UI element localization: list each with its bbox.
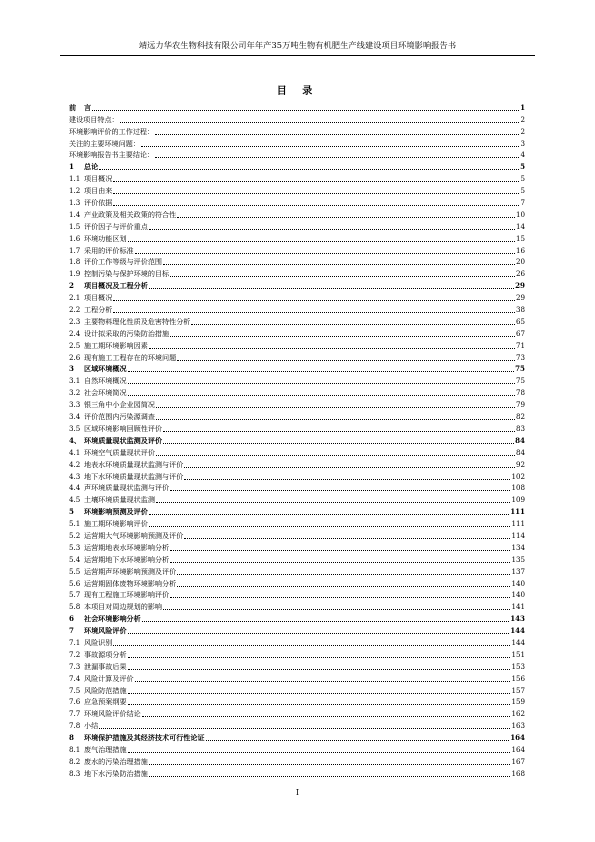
toc-dot-leader xyxy=(163,430,515,432)
toc-entry-page: 109 xyxy=(511,495,525,505)
toc-dot-leader xyxy=(149,287,514,289)
toc-entry-title: 自然环境概况 xyxy=(84,376,127,386)
toc-entry-title: 产业政策及相关政策的符合性 xyxy=(84,209,177,219)
toc-dot-leader xyxy=(135,680,511,682)
toc-entry-page: 2 xyxy=(520,126,525,136)
toc-entry[interactable] xyxy=(69,612,525,624)
toc-entry-number: 2.4 xyxy=(69,328,81,338)
toc-entry-title: 项目概况及工程分析 xyxy=(84,281,148,291)
toc-dot-leader xyxy=(156,418,515,420)
toc-entry-title: 运营期地下水环境影响分析 xyxy=(84,554,170,564)
toc-entry[interactable] xyxy=(69,648,525,660)
toc-entry-title: 地下水污染防治措施 xyxy=(84,768,148,778)
toc-entry-page: 164 xyxy=(511,744,525,754)
toc-entry[interactable] xyxy=(69,291,525,303)
toc-entry-number: 1.3 xyxy=(69,198,81,208)
toc-entry-number: 4.2 xyxy=(69,459,81,469)
toc-entry-page: 159 xyxy=(511,697,525,707)
toc-entry[interactable] xyxy=(69,125,525,137)
toc-entry-number: 5 xyxy=(69,507,74,517)
toc-entry-page: 78 xyxy=(515,388,525,398)
toc-entry[interactable] xyxy=(69,160,525,172)
toc-entry[interactable] xyxy=(69,374,525,386)
toc-entry-title: 风险防范措施 xyxy=(84,685,127,695)
toc-entry-title: 银三角中小企业园简况 xyxy=(84,400,155,410)
toc-entry-title: 采用的评价标准 xyxy=(84,245,134,255)
toc-entry-title: 评价工作等级与评价范围 xyxy=(84,257,163,267)
toc-entry[interactable] xyxy=(69,458,525,470)
toc-dot-leader xyxy=(128,632,510,634)
toc-entry-page: 38 xyxy=(515,305,525,315)
toc-dot-leader xyxy=(170,561,510,563)
toc-entry-page: 143 xyxy=(510,614,525,624)
toc-entry-page: 1 xyxy=(520,102,525,112)
toc-dot-leader xyxy=(170,549,510,551)
toc-entry-page: 92 xyxy=(515,459,525,469)
toc-entry-title: 现有工程施工环境影响评价 xyxy=(84,590,170,600)
toc-entry-page: 168 xyxy=(511,768,525,778)
toc-entry-number: 5.4 xyxy=(69,554,81,564)
toc-entry[interactable] xyxy=(69,517,525,529)
toc-entry-number: 5.7 xyxy=(69,590,81,600)
toc-dot-leader xyxy=(170,275,515,277)
toc-entry-title: 建设项目特点： xyxy=(69,114,119,124)
toc-entry-page: 65 xyxy=(515,316,525,326)
toc-entry-number: 7.2 xyxy=(69,649,81,659)
toc-entry-page: 83 xyxy=(515,423,525,433)
toc-dot-leader xyxy=(142,620,509,622)
toc-entry-title: 设计拟采取的污染防治措施 xyxy=(84,328,170,338)
toc-entry-number: 3.3 xyxy=(69,400,81,410)
toc-entry-page: 71 xyxy=(515,340,525,350)
toc-dot-leader xyxy=(191,323,515,325)
toc-entry-page: 26 xyxy=(515,269,525,279)
toc-entry-number: 5.2 xyxy=(69,530,81,540)
toc-entry-title: 现有施工工程存在的环境问题 xyxy=(84,352,177,362)
toc-entry-title: 环境保护措施及其经济技术可行性论证 xyxy=(84,733,205,743)
toc-entry[interactable] xyxy=(69,446,525,458)
toc-entry[interactable] xyxy=(69,410,525,422)
toc-entry-number: 前 xyxy=(69,102,77,112)
toc-dot-leader xyxy=(184,466,515,468)
toc-entry-page: 162 xyxy=(511,709,525,719)
toc-entry-number: 1.7 xyxy=(69,245,81,255)
toc-entry-number: 5.3 xyxy=(69,542,81,552)
toc-entry-title: 环境功能区划 xyxy=(84,233,127,243)
toc-entry-page: 82 xyxy=(515,412,525,422)
toc-entry-number: 7.4 xyxy=(69,673,81,683)
toc-entry-title: 地表水环境质量现状监测与评价 xyxy=(84,459,184,469)
toc-dot-leader xyxy=(163,608,510,610)
toc-entry-title: 工程分析 xyxy=(84,305,113,315)
toc-entry[interactable] xyxy=(69,315,525,327)
toc-entry[interactable] xyxy=(69,267,525,279)
toc-entry[interactable] xyxy=(69,589,525,601)
toc-dot-leader xyxy=(141,145,520,147)
toc-dot-leader xyxy=(149,513,509,515)
toc-dot-leader xyxy=(156,501,511,503)
toc-entry-page: 108 xyxy=(511,483,525,493)
toc-entry-title: 总论 xyxy=(84,162,99,172)
toc-entry-page: 144 xyxy=(510,626,525,636)
toc-entry[interactable] xyxy=(69,434,525,446)
toc-dot-leader xyxy=(155,156,519,158)
toc-dot-leader xyxy=(113,204,519,206)
toc-entry-title: 区域环境影响回顾性评价 xyxy=(84,423,163,433)
toc-entry[interactable] xyxy=(69,636,525,648)
toc-entry-number: 1.9 xyxy=(69,269,81,279)
toc-entry-title: 运营期声环境影响预测及评价 xyxy=(84,566,177,576)
toc-entry-title: 环境风险评价 xyxy=(84,626,127,636)
toc-entry[interactable] xyxy=(69,553,525,565)
toc-entry-number: 3 xyxy=(69,364,74,374)
toc-entry-title: 项目概况 xyxy=(84,293,113,303)
toc-dot-leader xyxy=(149,775,511,777)
toc-entry-number: 2.2 xyxy=(69,305,81,315)
toc-entry-title: 项目概况 xyxy=(84,174,113,184)
toc-entry-number: 8.1 xyxy=(69,744,81,754)
toc-entry-number: 3.5 xyxy=(69,423,81,433)
toc-entry[interactable] xyxy=(69,351,525,363)
toc-entry[interactable] xyxy=(69,172,525,184)
toc-dot-leader xyxy=(128,656,511,658)
toc-entry-title: 关注的主要环境问题： xyxy=(69,138,140,148)
toc-entry-page: 7 xyxy=(520,198,525,208)
toc-dot-leader xyxy=(128,703,511,705)
toc-entry[interactable] xyxy=(69,422,525,434)
toc-dot-leader xyxy=(177,585,510,587)
toc-entry[interactable] xyxy=(69,672,525,684)
toc-entry[interactable] xyxy=(69,232,525,244)
toc-entry[interactable] xyxy=(69,767,525,779)
toc-entry-number: 8.3 xyxy=(69,768,81,778)
toc-entry-number: 7.5 xyxy=(69,685,81,695)
toc-entry-number: 5.6 xyxy=(69,578,81,588)
toc-entry-page: 20 xyxy=(515,257,525,267)
toc-entry-page: 2 xyxy=(520,114,525,124)
toc-entry-title: 环境影响预测及评价 xyxy=(84,507,148,517)
toc-dot-leader xyxy=(206,739,510,741)
toc-entry-page: 10 xyxy=(515,209,525,219)
toc-entry-title: 施工期环境影响因素 xyxy=(84,340,148,350)
toc-entry-number: 2.5 xyxy=(69,340,81,350)
toc-dot-leader xyxy=(170,489,510,491)
toc-entry-page: 75 xyxy=(515,376,525,386)
toc-entry-title: 运营期大气环境影响预测及评价 xyxy=(84,530,184,540)
toc-entry[interactable] xyxy=(69,684,525,696)
toc-dot-leader xyxy=(149,228,515,230)
toc-entry-page: 29 xyxy=(515,281,525,291)
toc-entry[interactable] xyxy=(69,505,525,517)
toc-entry-page: 163 xyxy=(511,721,525,731)
toc-entry[interactable] xyxy=(69,303,525,315)
toc-entry-page: 5 xyxy=(520,186,525,196)
toc-entry-title: 泄漏事故后果 xyxy=(84,661,127,671)
toc-entry[interactable] xyxy=(69,339,525,351)
toc-entry-page: 114 xyxy=(511,530,525,540)
toc-entry-page: 164 xyxy=(510,733,525,743)
toc-entry-page: 84 xyxy=(515,447,525,457)
toc-entry[interactable] xyxy=(69,149,525,161)
toc-dot-leader xyxy=(163,263,515,265)
toc-dot-leader xyxy=(128,394,515,396)
toc-dot-leader xyxy=(113,192,519,194)
toc-entry-number: 7 xyxy=(69,626,74,636)
toc-entry-page: 67 xyxy=(515,328,525,338)
toc-entry-number: 4、 xyxy=(69,435,82,445)
toc-entry[interactable] xyxy=(69,482,525,494)
toc-entry-page: 134 xyxy=(511,542,525,552)
toc-entry-number: 3.2 xyxy=(69,388,81,398)
toc-entry-number: 4.4 xyxy=(69,483,81,493)
toc-entry-number: 2.3 xyxy=(69,316,81,326)
toc-dot-leader xyxy=(113,180,519,182)
toc-dot-leader xyxy=(184,478,510,480)
toc-entry-page: 5 xyxy=(520,162,525,172)
toc-entry[interactable] xyxy=(69,398,525,410)
toc-entry-page: 102 xyxy=(511,471,525,481)
toc-entry-page: 153 xyxy=(511,661,525,671)
toc-entry-number: 1.8 xyxy=(69,257,81,267)
toc-entry-number: 2.6 xyxy=(69,352,81,362)
toc-entry-number: 3.1 xyxy=(69,376,81,386)
toc-entry-title: 评价范围内污染源调查 xyxy=(84,412,155,422)
toc-entry[interactable] xyxy=(69,470,525,482)
toc-entry-number: 7.7 xyxy=(69,709,81,719)
toc-entry[interactable] xyxy=(69,696,525,708)
toc-entry-page: 111 xyxy=(511,519,525,529)
toc-entry-number: 1 xyxy=(69,162,74,172)
toc-entry-number: 5.5 xyxy=(69,566,81,576)
toc-dot-leader xyxy=(120,121,520,123)
toc-dot-leader xyxy=(155,133,519,135)
toc-dot-leader xyxy=(156,406,515,408)
toc-entry-number: 1.6 xyxy=(69,233,81,243)
toc-entry-title: 事故源项分析 xyxy=(84,649,127,659)
toc-entry-title: 控制污染与保护环境的目标 xyxy=(84,269,170,279)
toc-entry-title: 地下水环境质量现状监测与评价 xyxy=(84,471,184,481)
toc-dot-leader xyxy=(113,644,510,646)
toc-entry-page: 73 xyxy=(515,352,525,362)
toc-entry[interactable] xyxy=(69,707,525,719)
toc-entry-number: 3.4 xyxy=(69,412,81,422)
toc-dot-leader xyxy=(149,347,515,349)
toc-dot-leader xyxy=(177,359,515,361)
toc-entry[interactable] xyxy=(69,327,525,339)
toc-entry-page: 144 xyxy=(511,637,525,647)
toc-entry-number: 7.6 xyxy=(69,697,81,707)
toc-entry-number: 1.1 xyxy=(69,174,81,184)
toc-dot-leader xyxy=(99,727,510,729)
toc-entry[interactable] xyxy=(69,493,525,505)
toc-dot-leader xyxy=(128,370,515,372)
toc-entry-page: 84 xyxy=(515,435,525,445)
toc-dot-leader xyxy=(128,751,511,753)
toc-entry-number: 1.4 xyxy=(69,209,81,219)
toc-entry-title: 施工期环境影响评价 xyxy=(84,519,148,529)
toc-entry-page: 4 xyxy=(520,150,525,160)
toc-dot-leader xyxy=(156,454,515,456)
toc-entry-number: 1.2 xyxy=(69,186,81,196)
toc-entry-title: 声环境质量现状监测与评价 xyxy=(84,483,170,493)
toc-entry[interactable] xyxy=(69,600,525,612)
toc-entry-page: 111 xyxy=(510,507,525,517)
toc-entry-page: 16 xyxy=(515,245,525,255)
toc-dot-leader xyxy=(170,335,515,337)
toc-entry-title: 小结 xyxy=(84,721,99,731)
toc-entry[interactable] xyxy=(69,256,525,268)
toc-entry-title: 言 xyxy=(84,102,92,112)
toc-entry-number: 2.1 xyxy=(69,293,81,303)
toc-entry-number: 8.2 xyxy=(69,756,81,766)
toc-entry-title: 运营期固体废物环境影响分析 xyxy=(84,578,177,588)
toc-dot-leader xyxy=(184,537,510,539)
toc-entry[interactable] xyxy=(69,386,525,398)
toc-entry-page: 141 xyxy=(511,602,525,612)
toc-entry-page: 15 xyxy=(515,233,525,243)
toc-entry-page: 151 xyxy=(511,649,525,659)
toc-entry-title: 社会环境简况 xyxy=(84,388,127,398)
toc-entry[interactable] xyxy=(69,529,525,541)
toc-entry-title: 土壤环境质量现状监测 xyxy=(84,495,155,505)
toc-entry-number: 7.1 xyxy=(69,637,81,647)
toc-dot-leader xyxy=(99,168,519,170)
toc-entry[interactable] xyxy=(69,660,525,672)
running-header: 靖远力华农生物科技有限公司年年产35万吨生物有机肥生产线建设项目环境影响报告书 xyxy=(60,40,535,56)
toc-dot-leader xyxy=(128,668,511,670)
toc-entry[interactable] xyxy=(69,577,525,589)
toc-entry-page: 14 xyxy=(515,221,525,231)
toc-entry-title: 评价因子与评价重点 xyxy=(84,221,148,231)
toc-entry-number: 6 xyxy=(69,614,74,624)
toc-entry[interactable] xyxy=(69,565,525,577)
toc-dot-leader xyxy=(113,299,515,301)
toc-entry[interactable] xyxy=(69,279,525,291)
toc-entry-title: 项目由来 xyxy=(84,186,113,196)
toc-entry-number: 8 xyxy=(69,733,74,743)
toc-dot-leader xyxy=(128,240,515,242)
toc-entry-title: 主要物料理化性质及危害特性分析 xyxy=(84,316,191,326)
toc-entry-page: 5 xyxy=(520,174,525,184)
toc-entry-number: 4.3 xyxy=(69,471,81,481)
toc-entry-page: 79 xyxy=(515,400,525,410)
toc-entry-page: 29 xyxy=(515,293,525,303)
toc-entry-title: 应急预案纲要 xyxy=(84,697,127,707)
toc-entry[interactable] xyxy=(69,196,525,208)
toc-dot-leader xyxy=(170,596,510,598)
toc-entry[interactable] xyxy=(69,743,525,755)
toc-entry-title: 环境空气质量现状评价 xyxy=(84,447,155,457)
toc-entry[interactable] xyxy=(69,244,525,256)
toc-entry-page: 157 xyxy=(511,685,525,695)
toc-entry[interactable] xyxy=(69,220,525,232)
toc-entry-page: 3 xyxy=(520,138,525,148)
toc-dot-leader xyxy=(163,442,514,444)
toc-dot-leader xyxy=(92,109,519,111)
toc-entry[interactable] xyxy=(69,137,525,149)
toc-entry-title: 本项目对周边规划的影响 xyxy=(84,602,163,612)
toc-dot-leader xyxy=(128,692,511,694)
toc-entry-page: 156 xyxy=(511,673,525,683)
toc-entry-title: 区域环境概况 xyxy=(84,364,127,374)
toc-entry[interactable] xyxy=(69,624,525,636)
toc-entry-title: 社会环境影响分析 xyxy=(84,614,141,624)
toc-dot-leader xyxy=(149,763,511,765)
toc-entry-title: 废水的污染治理措施 xyxy=(84,756,148,766)
toc-entry[interactable] xyxy=(69,113,525,125)
toc-entry[interactable] xyxy=(69,719,525,731)
toc-dot-leader xyxy=(177,573,510,575)
toc-entry-number: 2 xyxy=(69,281,74,291)
toc-dot-leader xyxy=(135,252,515,254)
toc-dot-leader xyxy=(142,715,511,717)
toc-entry-page: 140 xyxy=(511,590,525,600)
toc-entry-number: 5.1 xyxy=(69,519,81,529)
toc-entry-page: 135 xyxy=(511,554,525,564)
toc-entry-title: 环境影响报告书主要结论： xyxy=(69,150,155,160)
table-of-contents xyxy=(69,101,525,779)
toc-entry[interactable] xyxy=(69,184,525,196)
toc-entry-title: 废气治理措施 xyxy=(84,744,127,754)
toc-dot-leader xyxy=(177,216,515,218)
toc-entry-title: 评价依据 xyxy=(84,198,113,208)
toc-entry-title: 运营期地表水环境影响分析 xyxy=(84,542,170,552)
toc-entry-page: 140 xyxy=(511,578,525,588)
toc-dot-leader xyxy=(113,311,515,313)
toc-entry-page: 167 xyxy=(511,756,525,766)
page-number: I xyxy=(295,788,300,797)
toc-entry-number: 4.5 xyxy=(69,495,81,505)
toc-entry-title: 风险计算及评价 xyxy=(84,673,134,683)
toc-entry-number: 5.8 xyxy=(69,602,81,612)
toc-title: 目 录 xyxy=(276,86,319,97)
toc-entry[interactable] xyxy=(69,208,525,220)
toc-entry-page: 137 xyxy=(511,566,525,576)
toc-dot-leader xyxy=(149,525,511,527)
toc-entry-title: 风险识别 xyxy=(84,637,113,647)
toc-entry-number: 1.5 xyxy=(69,221,81,231)
toc-entry[interactable] xyxy=(69,541,525,553)
toc-entry-number: 4.1 xyxy=(69,447,81,457)
toc-entry[interactable] xyxy=(69,731,525,743)
toc-entry[interactable] xyxy=(69,363,525,375)
toc-entry[interactable] xyxy=(69,755,525,767)
toc-dot-leader xyxy=(128,382,515,384)
toc-entry-number: 7.3 xyxy=(69,661,81,671)
toc-entry-number: 7.8 xyxy=(69,721,81,731)
toc-entry-title: 环境质量现状监测及评价 xyxy=(84,435,163,445)
toc-entry[interactable] xyxy=(69,101,525,113)
toc-entry-page: 75 xyxy=(515,364,525,374)
toc-entry-title: 环境影响评价的工作过程： xyxy=(69,126,155,136)
toc-entry-title: 环境风险评价结论 xyxy=(84,709,141,719)
